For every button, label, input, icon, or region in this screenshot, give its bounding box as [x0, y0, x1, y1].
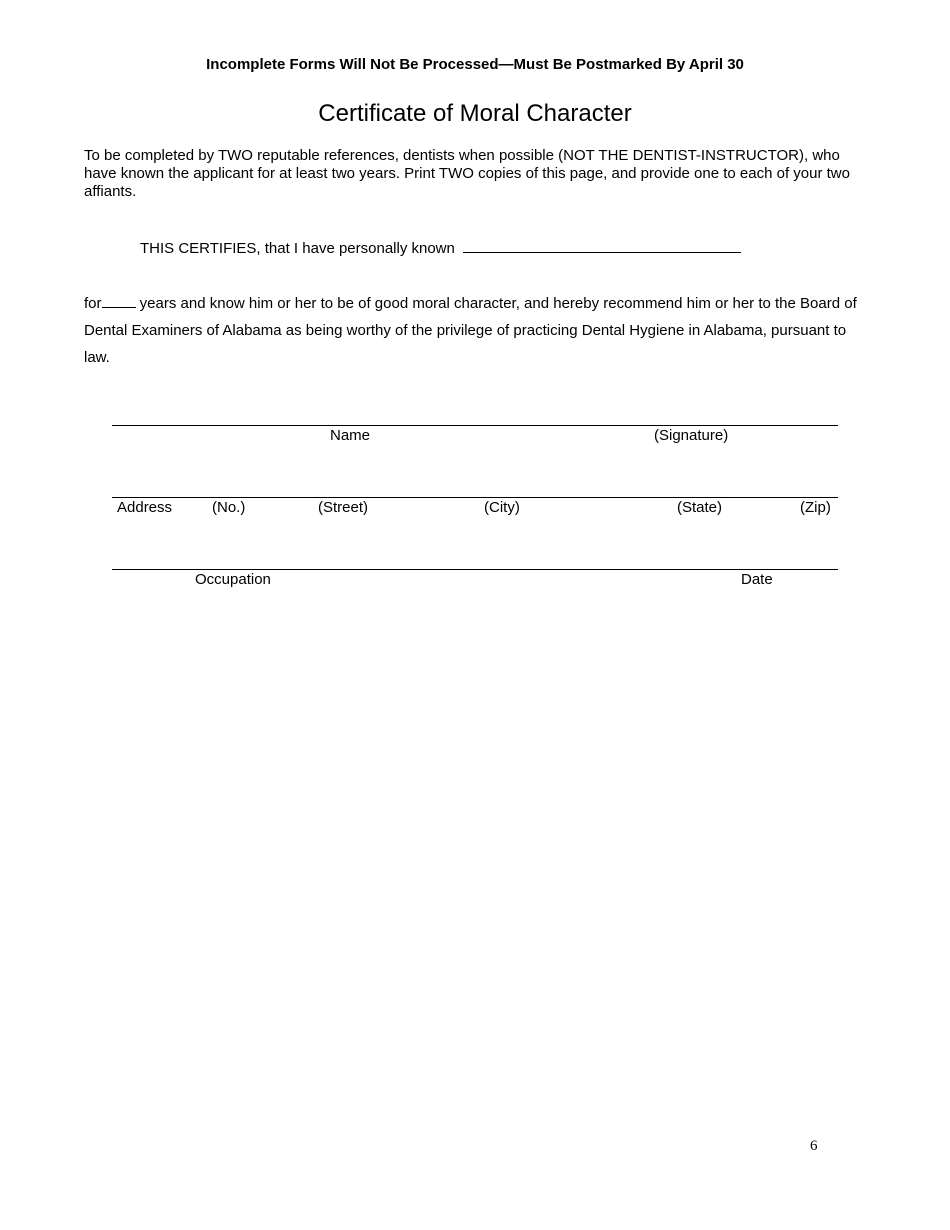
- page-title: Certificate of Moral Character: [318, 100, 632, 127]
- city-label: (City): [484, 499, 520, 516]
- name-signature-line[interactable]: [112, 425, 838, 426]
- certifies-text: , that I have personally known: [256, 240, 455, 257]
- occupation-label: Occupation: [195, 571, 271, 588]
- occupation-date-line[interactable]: [112, 569, 838, 570]
- address-line[interactable]: [112, 497, 838, 498]
- name-label: Name: [330, 427, 371, 444]
- certifies-lead: THIS CERTIFIES: [140, 240, 257, 257]
- street-label: (Street): [318, 499, 369, 516]
- certifies-line: [140, 238, 741, 257]
- number-label: (No.): [212, 499, 246, 516]
- instructions-paragraph: To be completed by TWO reputable references, dentists when possible (NOT THE DENTIST-INSTRUCTOR), who have known the applicant for at least two years. Print TWO copies of this page, and provide one to each of your two affiants.: [84, 147, 850, 200]
- certification-text: years and know him or her to be of good moral character, and hereby recommend him or her to the Board of Dental Examiners of Alabama as being worthy of the privilege of practicing Dental Hygiene in Alabama, pursuant to law.: [84, 295, 857, 366]
- years-prefix: for: [84, 295, 102, 312]
- signature-label: (Signature): [654, 427, 729, 444]
- page-number: 6: [810, 1138, 818, 1154]
- years-known-blank[interactable]: [102, 293, 136, 308]
- address-label: Address: [117, 499, 173, 516]
- certification-paragraph: [84, 290, 874, 371]
- state-label: (State): [677, 499, 723, 516]
- zip-label: (Zip): [800, 499, 831, 516]
- date-label: Date: [741, 571, 773, 588]
- applicant-name-blank[interactable]: [463, 238, 741, 253]
- postmark-notice: Incomplete Forms Will Not Be Processed—Must Be Postmarked By April 30: [206, 56, 744, 73]
